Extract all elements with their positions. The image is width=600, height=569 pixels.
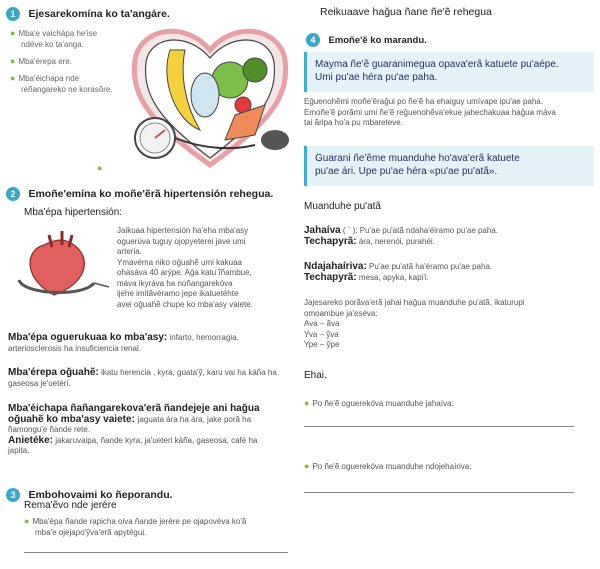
heart-anatomy-illustration <box>14 225 114 305</box>
bullet-icon: ● <box>304 461 310 471</box>
section-title: Embohovaimi ko ñeporandu. <box>28 489 173 501</box>
question-label: Mba'épa oguerukuaa ko mba'asy: <box>8 332 168 343</box>
question-label: Mba'érepa oğuahẽ: <box>8 367 99 378</box>
list-item: ● Mba'e vaichápa he'ise <box>10 28 98 38</box>
q-consequences: Mba'épa oguerukuaa ko mba'asy: infarto, hemorragia, arteriosclerosis ha insuficiencia renal. <box>8 332 239 353</box>
q-prevention: Mba'éichapa ñañangarekova'erã ñandejeje ani hağua oğuahẽ ko mba'asy vaiete: jaguata ára ha ára, jake porã ha ñamongu'e ñande rete. Anietéke: jakaruvaipa, ñande kyra, ja'ueteri káña, gaseosa, café ha japita. <box>8 404 294 457</box>
rule-ndajahairiva: Ndajahaíriva: Pu'ae pu'atã ha'éramo pu'ae paha. Techapyrã: mesa, apyka, kapi'i. <box>304 261 493 283</box>
page-title: Reikuaave hağua ñane ñe'ẽ rehegua <box>320 6 492 18</box>
bullet-icon: ● <box>10 56 16 66</box>
q-causes: Mba'érepa oğuahẽ: ikatu herencia , kyra, guata'ỹ, karu vai ha káña ha gaseosa je'uetéri. <box>8 367 277 388</box>
section-number: 2 <box>6 187 20 201</box>
answer-line[interactable] <box>304 492 574 493</box>
left-column <box>0 0 296 569</box>
bullet-icon: ● <box>97 163 103 173</box>
answer-line[interactable] <box>24 552 288 553</box>
writing-prompt: ● Po ñe'ẽ oguerekóva muanduhe jahaíva: <box>304 398 454 408</box>
info-box: Guarani ñe'ẽme muanduhe ho'ava'erã katuete pu'ae ári. Upe pu'ae héra «pu'ae pu'atã». <box>304 146 594 186</box>
bullet-icon: ● <box>304 398 310 408</box>
section-number: 4 <box>306 33 320 47</box>
list-item: ● Mba'érepa ere. <box>10 56 72 66</box>
section-title: Emoñe'emína ko moñe'ẽrã hipertensión rehegua. <box>28 188 274 200</box>
bullet-icon: ● <box>24 516 30 526</box>
bullet-icon: ● <box>10 73 16 83</box>
section-1-bullets <box>10 28 120 95</box>
heart-food-illustration <box>115 10 295 170</box>
subheading: Muanduhe pu'atã <box>304 201 381 212</box>
section-title: Ejesarekomína ko ta'angáre. <box>28 8 170 20</box>
list-item: ● Mba'éichapa nde <box>10 73 80 83</box>
subheading: Mba'épa hipertensión: <box>24 207 123 218</box>
section-title: Emoñe'ẽ ko marandu. <box>328 35 427 46</box>
info-box: Mayma ñe'ẽ guaranimegua opava'erã katuete pu'aépe. Umi pu'ae héra pu'ae paha. <box>304 52 594 92</box>
subheading: Rema'ẽvo nde jerére <box>24 500 117 511</box>
list-item-cont: ndéve ko ta'anga. <box>21 40 84 49</box>
section-number: 1 <box>6 7 20 21</box>
question-label: Mba'éichapa ñañangarekova'erã ñandejeje ani hağua <box>8 403 260 414</box>
question-label: Anietéke: <box>8 434 54 446</box>
section-3-bullet: ● Mba'épa ñande rapicha oiva ñande jerére pe ojapovéva ko'ã mba'e ojejapo'ỹva'erã apytégui. <box>24 516 247 537</box>
subheading: Ehai. <box>304 370 327 381</box>
writing-prompt: ● Po ñe'ẽ oguerekóva muanduhe ndojehaíriva: <box>304 461 472 471</box>
hypertension-text: Jaikuaa hipertensión ha'eha mba'asy oguerúva tuguy ojopyeterei jave umi arteria. Ymavéma niko oğuahẽ umi kakuaa ohasáva 40 arýpe. Ağa katu ĩñambue, máva ikyráva ha noñangarekóva ijehe imitãvéramo jepe ikatuetéhte avei oğuahẽ chupe ko mba'asy vaiete. <box>117 226 253 309</box>
right-column <box>300 0 600 569</box>
list-item-cont: reñangareko ne korasõre. <box>21 85 113 94</box>
section-number: 3 <box>6 488 20 502</box>
section-2-header <box>6 184 273 202</box>
note-text: Jajesareko porãva'erã jahai hağua muanduhe pu'atã, ikaturupi omoambue ja'eséva: Ava – ãva Yva – ỹva Ype – ỹpe <box>304 298 525 349</box>
instruction-text: Eğuenohẽmi moñe'ẽrağui po ñe'ẽ ha ehaiguy umívape ipu'ae paha. Emoñe'ẽ porãmi umi ñe'ẽ reğuenohẽva'ekue jahechakuaa hağua máva tai ãripa ho'a pu mbareteve. <box>304 97 556 127</box>
bullet-icon: ● <box>10 28 16 38</box>
answer-line[interactable] <box>304 426 574 427</box>
section-4-header <box>306 30 427 48</box>
rule-jahaiva: Jahaíva ( ´ ): Pu'ae pu'atã ndaha'éiramo pu'ae paha. Techapyrã: ára, nerenói, purahéi. <box>304 225 499 247</box>
